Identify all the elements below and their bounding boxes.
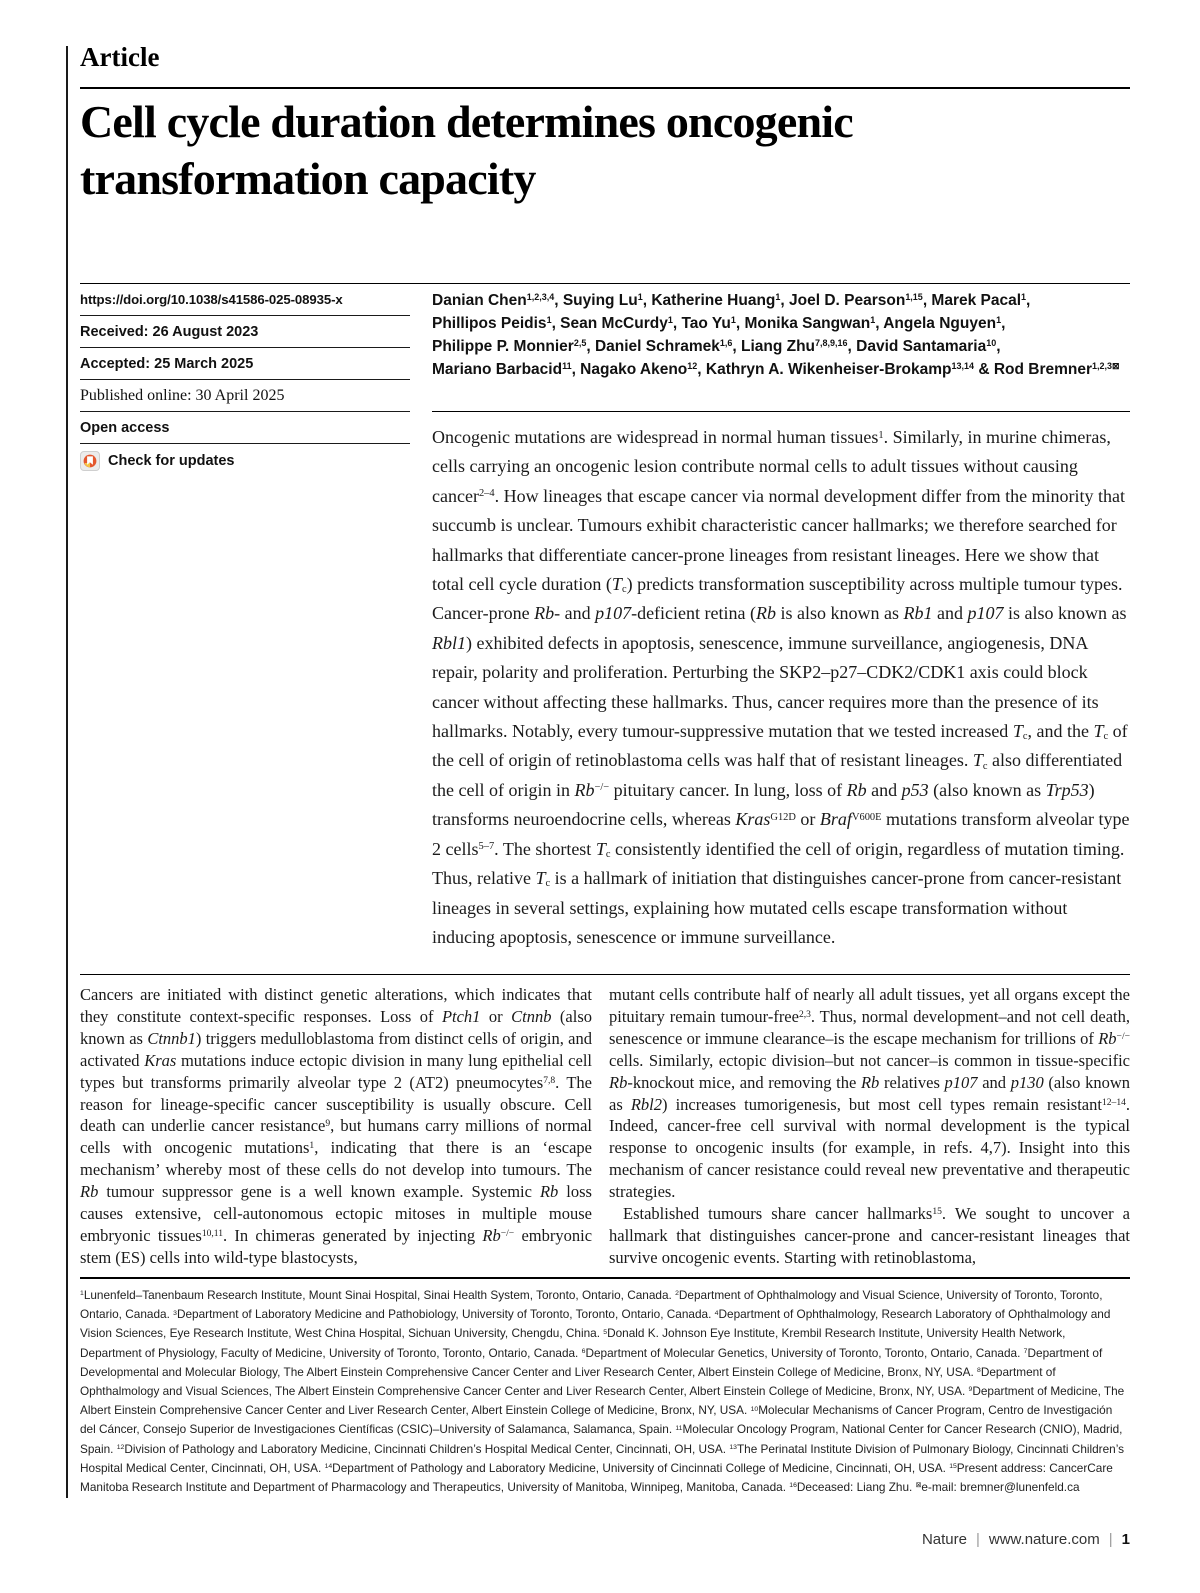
doi-link[interactable]: https://doi.org/10.1038/s41586-025-08935-x	[80, 284, 410, 316]
accepted-date: Accepted: 25 March 2025	[80, 348, 410, 380]
body-column-right	[609, 984, 1130, 1269]
body-column-left	[80, 984, 592, 1269]
header-divider	[80, 87, 1130, 89]
check-for-updates-button[interactable]	[80, 444, 410, 478]
nature-url-link[interactable]: www.nature.com	[988, 1531, 1100, 1548]
abstract-text: Oncogenic mutations are widespread in normal human tissues$^1$. Similarly, in murine chimeras, cells carrying an oncogenic lesion contribute normal cells to adult tissues without causing cancer$^{2-4}$. How lineages that escape cancer via normal development differ from the minority that succumb is unclear. Tumours exhibit characteristic cancer hallmarks; we therefore searched for hallmarks that differentiate cancer-prone lineages from resistant lineages. Here we show that total cell cycle duration $(T_c)$ predicts transformation susceptibility across multiple tumour types. Cancer-prone Rb- and p107-deficient retina (Rb is also known as Rb1 and p107 is also known as Rbl1) exhibited defects in apoptosis, senescence, immune surveillance, angiogenesis, DNA repair, polarity and proliferation. Perturbing the SKP2–p27–CDK2/CDK1 axis could block cancer without affecting these hallmarks. Thus, cancer requires more than the presence of its hallmarks. Notably, every tumour-suppressive mutation that we tested increased $T_c$, and the $T_c$ of the cell of origin of retinoblastoma cells was half that of resistant lineages. $T_c$ also differentiated the cell of origin in Rb−/− pituitary cancer. In lung, loss of Rb and p53 (also known as Trp53) transforms neuroendocrine cells, whereas Kras$^{G12D}$ or Braf$^{V600E}$ mutations transform alveolar type 2 cells$^{5-7}$. The shortest $T_c$ consistently identified the cell of origin, regardless of mutation timing. Thus, relative $T_c$ is a hallmark of initiation that distinguishes cancer-prone from cancer-resistant lineages in several settings, explaining how mutated cells escape transformation without inducing apoptosis, senescence or immune surveillance.	[432, 427, 1130, 947]
body-top-divider	[80, 974, 1130, 975]
article-type-label: Article	[80, 42, 160, 72]
received-date: Received: 26 August 2023	[80, 316, 410, 348]
page-title: Cell cycle duration determines oncogenic transformation capacity	[80, 96, 853, 205]
body-paragraph: Cancers are initiated with distinct genetic alterations, which indicates that they constitute context-specific responses. Loss of Ptch1 or Ctnnb (also known as Ctnnb1) triggers medulloblastoma from distinct cells of origin, and activated Kras mutations induce ectopic division in many lung epithelial cell types but transforms primarily alveolar type 2 (AT2) pneumocytes$^{7,8}$. The reason for lineage-specific cancer susceptibility is usually obscure. Cell death can underlie cancer resistance$^9$, but humans carry millions of normal cells with oncogenic mutations$^1$, indicating that there is an ‘escape mechanism’ whereby most of these cells do not develop into tumours. The Rb tumour suppressor gene is a well known example. Systemic Rb loss causes extensive, cell-autonomous ectopic mitoses in multiple mouse embryonic tissues$^{10,11}$. In chimeras generated by injecting Rb−/− embryonic stem (ES) cells into wild-type blastocysts,	[80, 985, 593, 1267]
published-date: Published online: 30 April 2025	[80, 380, 410, 412]
body-paragraph: mutant cells contribute half of nearly all adult tissues, yet all organs except the pituitary remain tumour-free$^{2,3}$. Thus, normal development–and not cell death, senescence or immune clearance–is the escape mechanism for trillions of Rb−/− cells. Similarly, ectopic division–but not cancer–is common in tissue-specific Rb-knockout mice, and removing the Rb relatives p107 and p130 (also known as Rbl2) increases tumorigenesis, but most cell types remain resistant$^{12-14}$. Indeed, cancer-free cell survival with normal development is the typical response to oncogenic insults (for example, in refs. 4,7). Insight into this mechanism of cancer resistance could reveal new preventative and therapeutic strategies.	[609, 985, 1131, 1202]
author-list: Danian Chen$^{1,2,3,4}$, Suying Lu$^1$, Katherine Huang$^1$, Joel D. Pearson$^{1,15}$, Marek Pacal$^1$, Phillipos Peidis$^1$, Sean McCurdy$^1$, Tao Yu$^1$, Monika Sangwan$^1$, Angela Nguyen$^1$, Philippe P. Monnier$^{2,5}$, Daniel Schramek$^{1,6}$, Liang Zhu$^{7,8,9,16}$, David Santamaria$^{10}$, Mariano Barbacid$^{11}$, Nagako Akeno$^{12}$, Kathryn A. Wikenheiser-Brokamp$^{13,14}$ & Rod Bremner$^{1,2,3⊠}$	[432, 292, 1120, 378]
body-paragraph: Established tumours share cancer hallmarks$^{15}$. We sought to uncover a hallmark that distinguishes cancer-prone and cancer-resistant lineages that survive oncogenic events. Starting with retinoblastoma,	[609, 1204, 1130, 1267]
abstract-divider	[432, 411, 1130, 412]
check-for-updates-label: Check for updates	[108, 453, 235, 469]
page-number: 1	[1121, 1531, 1130, 1548]
footer-separator: |	[1108, 1531, 1113, 1548]
page-footer	[922, 1531, 1130, 1548]
crossmark-icon	[80, 451, 100, 471]
left-margin-rule	[66, 46, 68, 1498]
author-affiliations: $^1$Lunenfeld–Tanenbaum Research Institute, Mount Sinai Hospital, Sinai Health System, Toronto, Ontario, Canada. $^2$Department of Ophthalmology and Visual Science, University of Toronto, Toronto, Ontario, Canada. $^3$Department of Laboratory Medicine and Pathobiology, University of Toronto, Toronto, Ontario, Canada. $^4$Department of Ophthalmology, Research Laboratory of Ophthalmology and Vision Sciences, Eye Research Institute, West China Hospital, Sichuan University, Chengdu, China. $^5$Donald K. Johnson Eye Institute, Krembil Research Institute, University Health Network, Department of Physiology, Faculty of Medicine, University of Toronto, Toronto, Ontario, Canada. $^6$Department of Molecular Genetics, University of Toronto, Toronto, Ontario, Canada. $^7$Department of Developmental and Molecular Biology, The Albert Einstein Comprehensive Cancer Center and Liver Research Center, Albert Einstein College of Medicine, Bronx, NY, USA. $^8$Department of Ophthalmology and Visual Sciences, The Albert Einstein Comprehensive Cancer Center and Liver Research Center, Albert Einstein College of Medicine, Bronx, NY, USA. $^9$Department of Medicine, The Albert Einstein Comprehensive Cancer Center and Liver Research Center, Albert Einstein College of Medicine, Bronx, NY, USA. $^{10}$Molecular Mechanisms of Cancer Program, Centro de Investigación del Cáncer, Consejo Superior de Investigaciones Científicas (CSIC)–University of Salamanca, Salamanca, Spain. $^{11}$Molecular Oncology Program, National Center for Cancer Research (CNIO), Madrid, Spain. $^{12}$Division of Pathology and Laboratory Medicine, Cincinnati Children’s Hospital Medical Center, Cincinnati, OH, USA. $^{13}$The Perinatal Institute Division of Pulmonary Biology, Cincinnati Children’s Hospital Medical Center, Cincinnati, OH, USA. $^{14}$Department of Pathology and Laboratory Medicine, University of Cincinnati College of Medicine, Cincinnati, OH, USA. $^{15}$Present address: CancerCare Manitoba Research Institute and Department of Pharmacology and Therapeutics, University of Manitoba, Winnipeg, Manitoba, Canada. $^{16}$Deceased: Liang Zhu. ⊠e-mail: bremner@lunenfeld.ca	[80, 1288, 1125, 1495]
open-access-label: Open access	[80, 412, 410, 444]
affiliations-divider	[80, 1277, 1130, 1279]
footer-separator: |	[975, 1531, 980, 1548]
article-metadata-panel	[80, 284, 410, 478]
journal-name: Nature	[921, 1531, 967, 1548]
